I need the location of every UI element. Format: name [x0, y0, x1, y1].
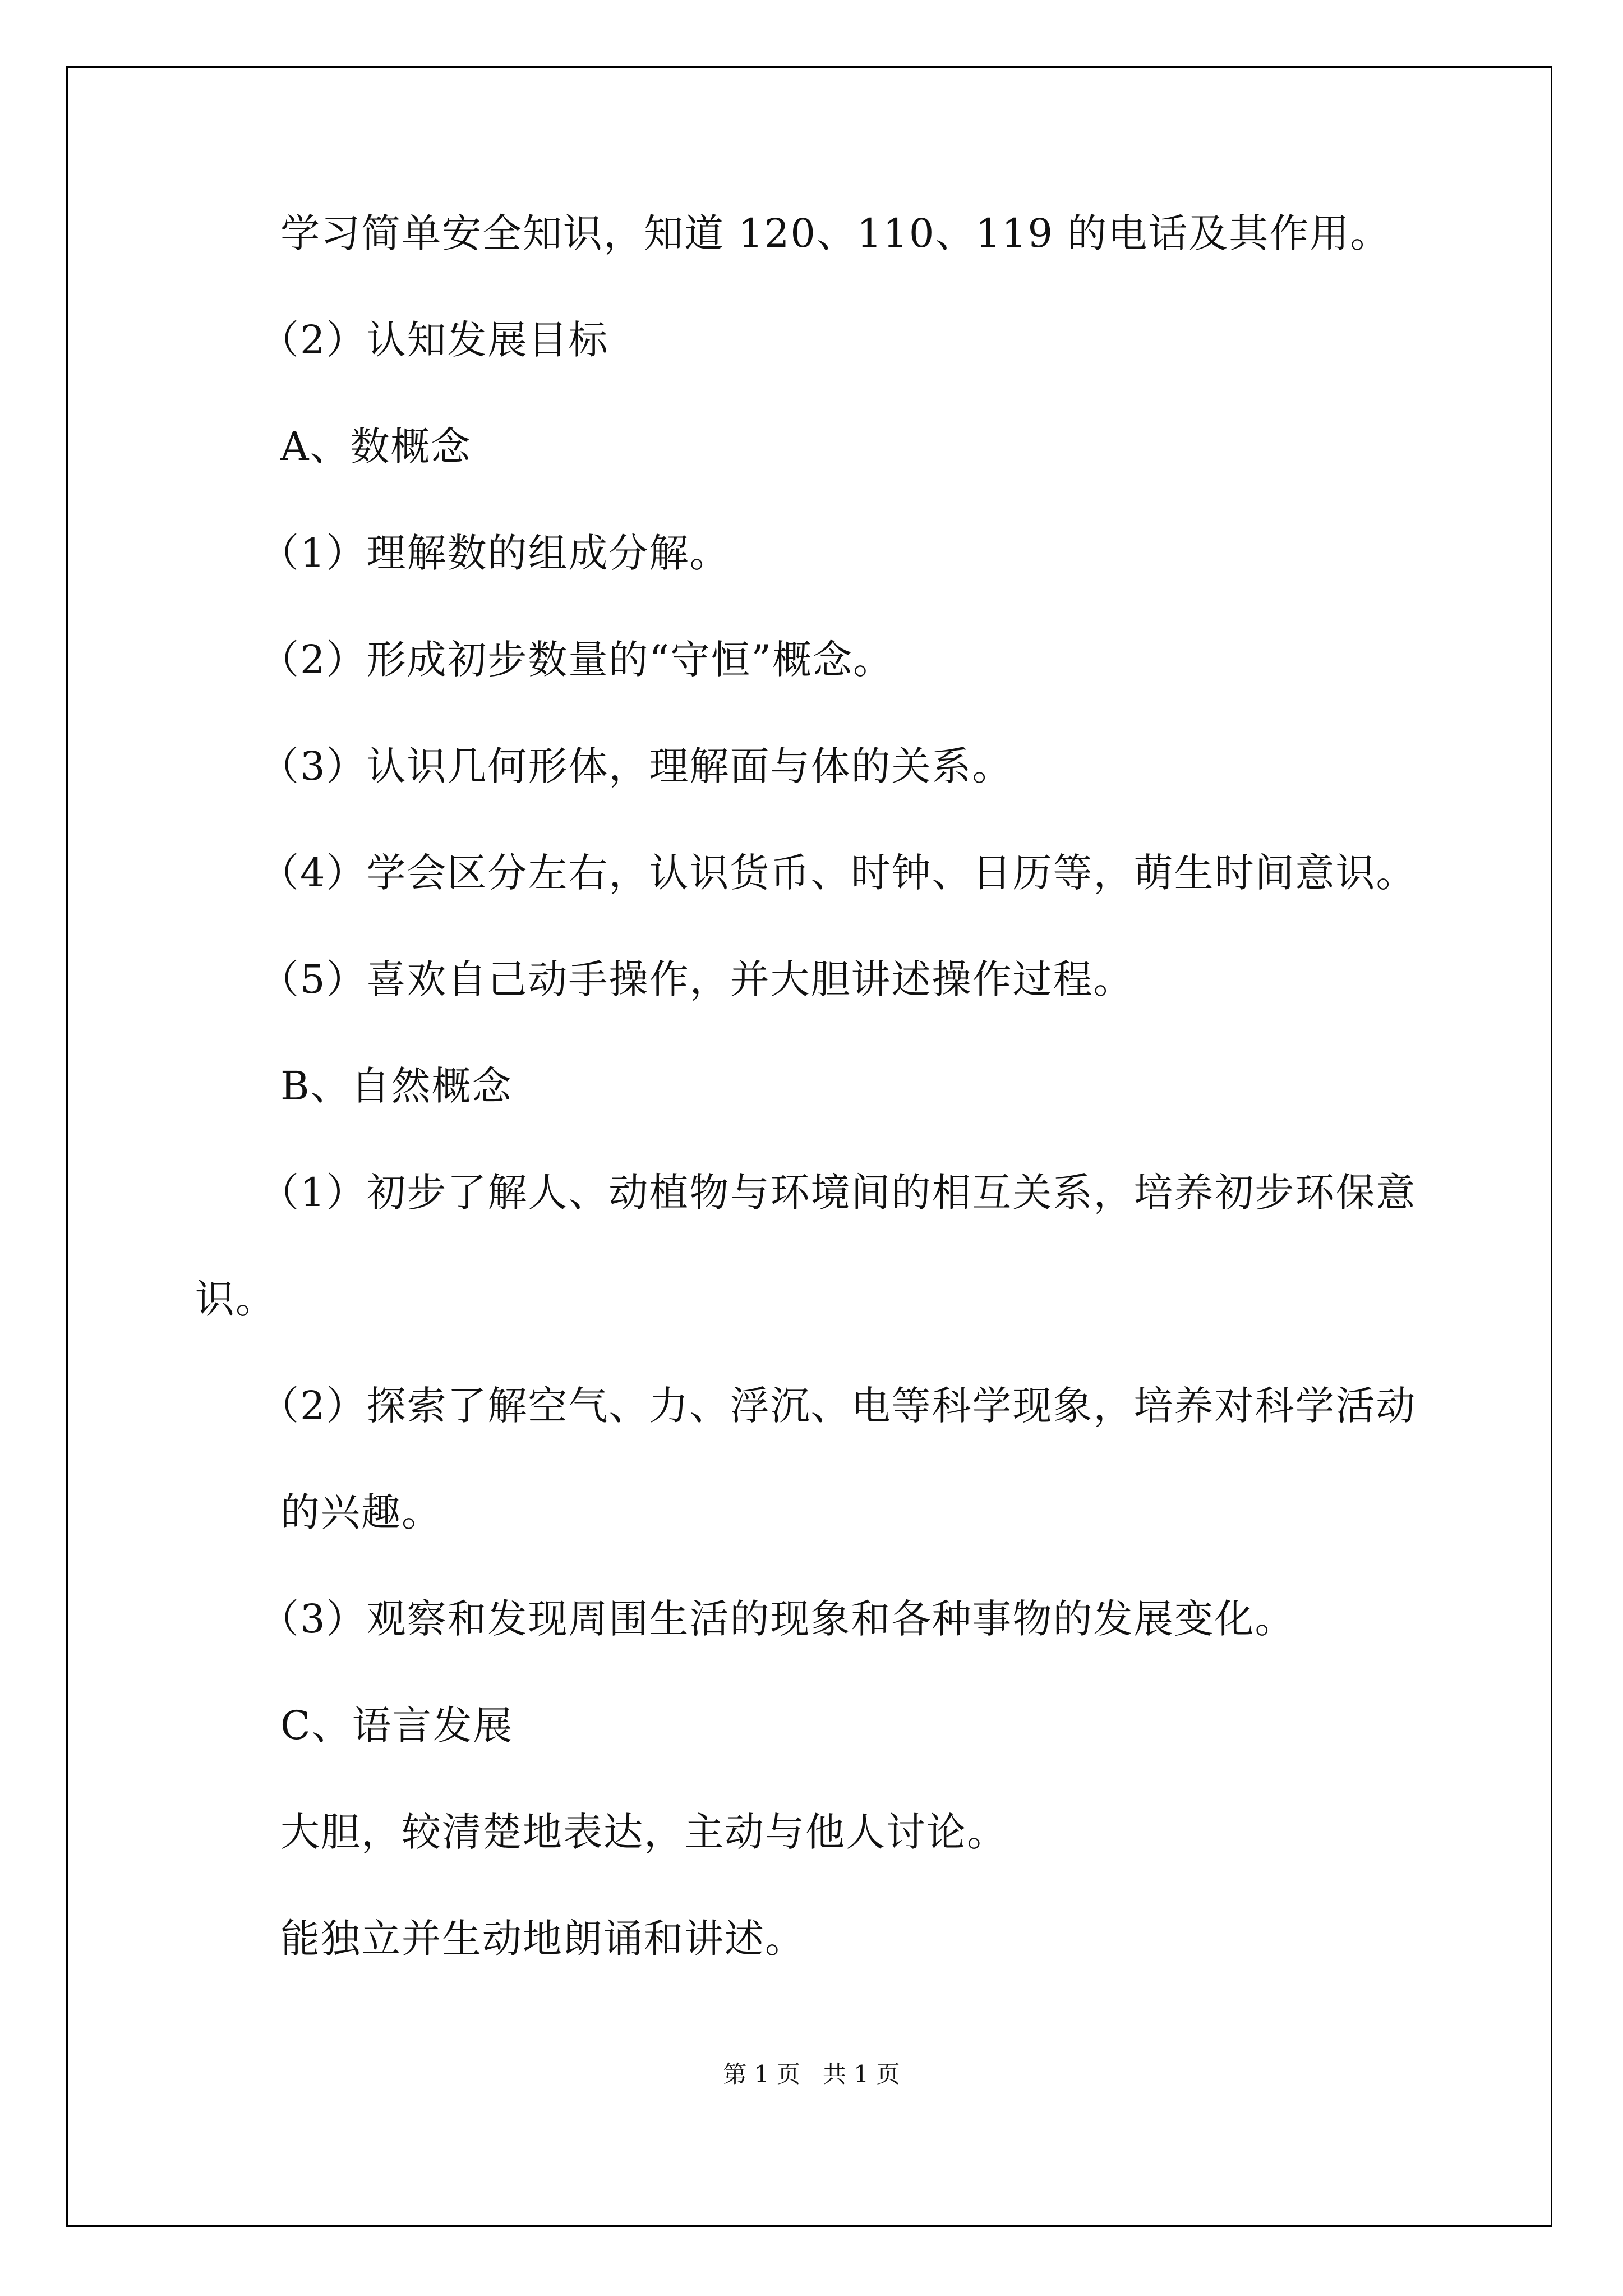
text-line-11: 识。: [195, 1276, 276, 1322]
text-line-15: C、语言发展: [280, 1703, 514, 1749]
text-line-2: （2）认知发展目标: [260, 317, 609, 363]
text-line-8: （5）喜欢自己动手操作，并大胆讲述操作过程。: [260, 956, 1134, 1002]
text-line-1: 学习简单安全知识，知道 120、110、119 的电话及其作用。: [280, 210, 1391, 256]
text-line-14: （3）观察和发现周围生活的现象和各种事物的发展变化。: [260, 1596, 1295, 1642]
text-line-17: 能独立并生动地朗诵和讲述。: [280, 1916, 805, 1962]
text-line-9: B、自然概念: [280, 1063, 513, 1109]
text-line-12: （2）探索了解空气、力、浮沉、电等科学现象，培养对科学活动: [260, 1383, 1417, 1429]
text-line-6: （3）认识几何形体，理解面与体的关系。: [260, 743, 1013, 789]
text-line-3: A、数概念: [280, 424, 472, 470]
text-line-16: 大胆，较清楚地表达，主动与他人讨论。: [280, 1809, 1007, 1855]
text-line-13: 的兴趣。: [280, 1489, 442, 1535]
text-line-7: （4）学会区分左右，认识货币、时钟、日历等，萌生时间意识。: [260, 850, 1417, 896]
page-number-footer: 第 1 页 共 1 页: [723, 2060, 900, 2088]
page-border: [66, 66, 1552, 2227]
text-line-10: （1）初步了解人、动植物与环境间的相互关系，培养初步环保意: [260, 1170, 1417, 1216]
text-line-5: （2）形成初步数量的“守恒”概念。: [260, 637, 894, 683]
text-line-4: （1）理解数的组成分解。: [260, 530, 730, 576]
